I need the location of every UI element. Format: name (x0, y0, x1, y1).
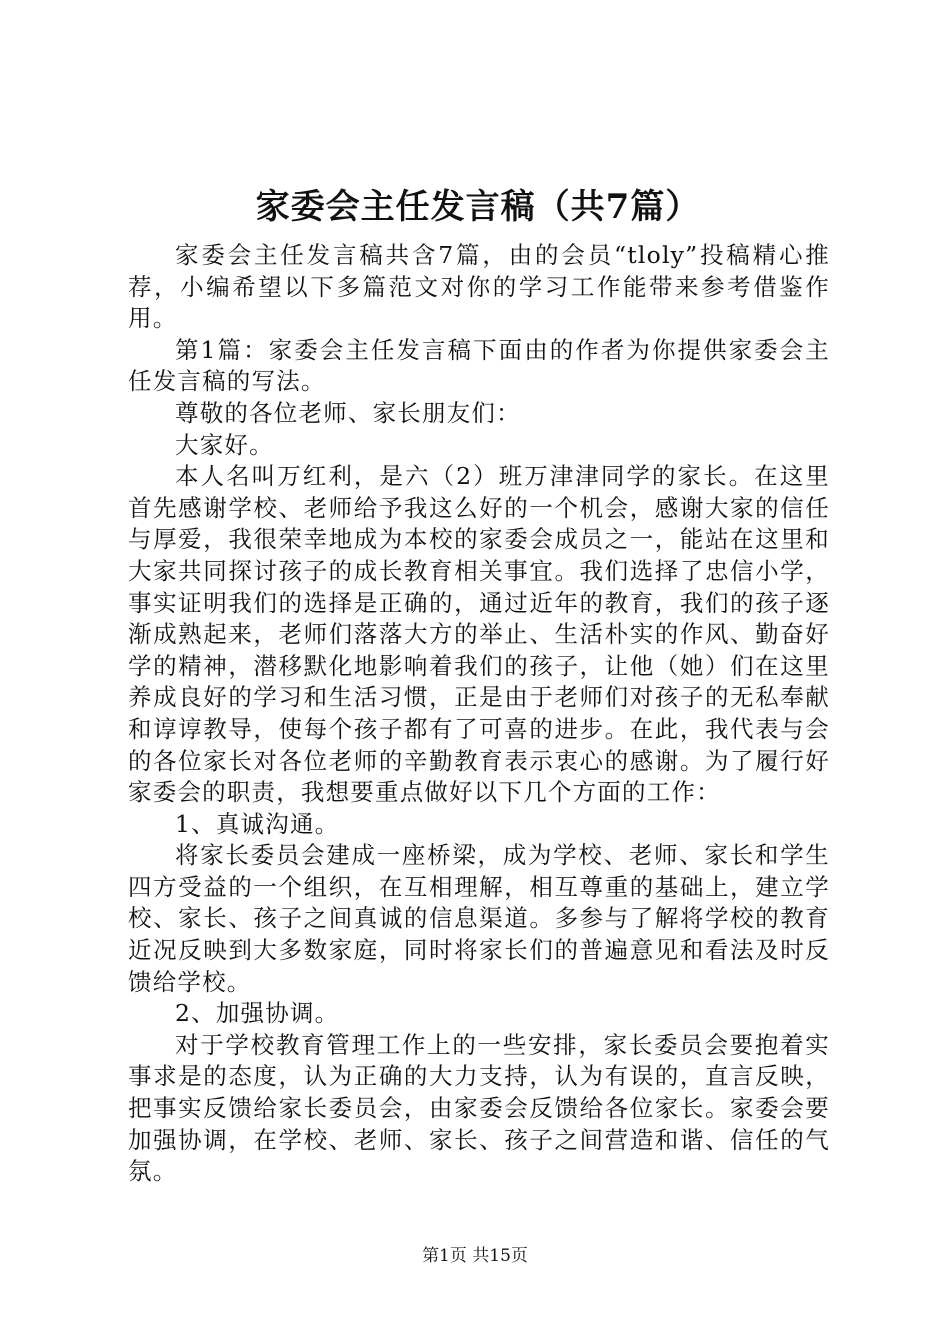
page-number-footer: 第1页 共15页 (422, 1246, 528, 1266)
paragraph-intro: 家委会主任发言稿共含7篇，由的会员“tloly”投稿精心推荐，小编希望以下多篇范文对你的学习工作能带来参考借鉴作用。 (128, 241, 830, 333)
document-body (128, 240, 830, 1188)
paragraph-greeting: 大家好。 (175, 430, 274, 459)
paragraph-point-2-body: 对于学校教育管理工作上的一些安排，家长委员会要抱着实事求是的态度，认为正确的大力支持，认为有误的，直言反映，把事实反馈给家长委员会，由家委会反馈给各位家长。家委会要加强协调，在学校、老师、家长、孩子之间营造和谐、信任的气氛。 (128, 1030, 830, 1186)
paragraph-point-1-body: 将家长委员会建成一座桥梁，成为学校、老师、家长和学生四方受益的一个组织，在互相理解，相互尊重的基础上，建立学校、家长、孩子之间真诚的信息渠道。多参与了解将学校的教育近况反映到大多数家庭，同时将家长们的普遍意见和看法及时反馈给学校。 (128, 841, 830, 996)
paragraph-self-introduction: 本人名叫万红利，是六（2）班万津津同学的家长。在这里首先感谢学校、老师给予我这么好的一个机会，感谢大家的信任与厚爱，我很荣幸地成为本校的家委会成员之一，能站在这里和大家共同探讨孩子的成长教育相关事宜。我们选择了忠信小学，事实证明我们的选择是正确的，通过近年的教育，我们的孩子逐渐成熟起来，老师们落落大方的举止、生活朴实的作风、勤奋好学的精神，潜移默化地影响着我们的孩子，让他（她）们在这里养成良好的学习和生活习惯，正是由于老师们对孩子的无私奉献和谆谆教导，使每个孩子都有了可喜的进步。在此，我代表与会的各位家长对各位老师的辛勤教育表示衷心的感谢。为了履行好家委会的职责，我想要重点做好以下几个方面的工作： (128, 462, 830, 807)
paragraph-point-1-heading: 1、真诚沟通。 (175, 809, 340, 838)
paragraph-chapter-1-heading: 第1篇：家委会主任发言稿下面由的作者为你提供家委会主任发言稿的写法。 (128, 335, 830, 396)
paragraph-salutation: 尊敬的各位老师、家长朋友们： (175, 398, 521, 427)
paragraph-point-2-heading: 2、加强协调。 (175, 999, 340, 1028)
document-title: 家委会主任发言稿（共7篇） (255, 187, 701, 227)
